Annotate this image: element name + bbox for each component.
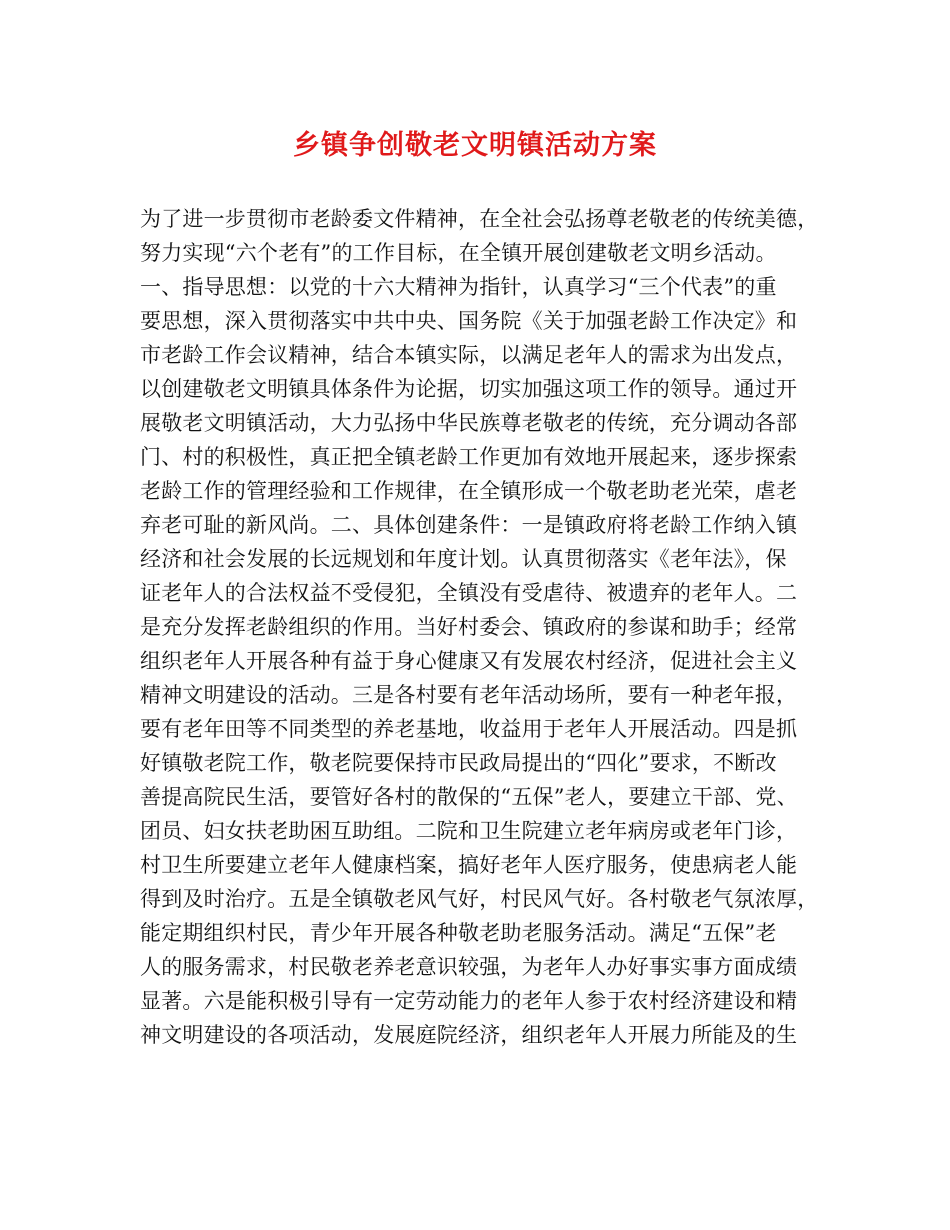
body-text-line: 能定期组织村民，青少年开展各种敬老助老服务活动。满足“五保”老 [140,921,777,945]
body-text-line: 显著。六是能积极引导有一定劳动能力的老年人参于农村经济建设和精 [140,989,798,1013]
body-text-line: 神文明建设的各项活动，发展庭院经济，组织老年人开展力所能及的生 [140,1023,798,1047]
body-text-line: 人的服务需求，村民敬老养老意识较强，为老年人办好事实事方面成绩 [140,955,798,979]
body-text-line: 是充分发挥老龄组织的作用。当好村委会、镇政府的参谋和助手；经常 [140,615,798,639]
body-text-line: 证老年人的合法权益不受侵犯，全镇没有受虐待、被遗弃的老年人。二 [140,581,798,605]
body-text-line: 好镇敬老院工作，敬老院要保持市民政局提出的“四化”要求，不断改 [140,751,777,775]
body-text-line: 要思想，深入贯彻落实中共中央、国务院《关于加强老龄工作决定》和 [140,309,798,333]
document-title: 乡镇争创敬老文明镇活动方案 [293,130,657,161]
body-text-line: 经济和社会发展的长远规划和年度计划。认真贯彻落实《老年法》，保 [140,547,787,571]
body-text-line: 一、指导思想：以党的十六大精神为指针，认真学习“三个代表”的重 [140,275,777,299]
body-text-line: 村卫生所要建立老年人健康档案，搞好老年人医疗服务，使患病老人能 [140,853,798,877]
body-text-line: 门、村的积极性，真正把全镇老龄工作更加有效地开展起来，逐步探索 [140,445,798,469]
body-text-line: 老龄工作的管理经验和工作规律，在全镇形成一个敬老助老光荣，虐老 [140,479,798,503]
body-text-line: 弃老可耻的新风尚。二、具体创建条件：一是镇政府将老龄工作纳入镇 [140,513,798,537]
body-text-line: 要有老年田等不同类型的养老基地，收益用于老年人开展活动。四是抓 [140,717,798,741]
body-text-line: 以创建敬老文明镇具体条件为论据，切实加强这项工作的领导。通过开 [140,377,798,401]
body-text-line: 善提高院民生活，要管好各村的散保的“五保”老人，要建立干部、党、 [140,785,798,809]
body-text-line: 为了进一步贯彻市老龄委文件精神，在全社会弘扬尊老敬老的传统美德， [140,207,819,231]
body-text-line: 得到及时治疗。五是全镇敬老风气好，村民风气好。各村敬老气氛浓厚， [140,887,819,911]
body-text-line: 努力实现“六个老有”的工作目标，在全镇开展创建敬老文明乡活动。 [140,241,777,265]
body-text-line: 展敬老文明镇活动，大力弘扬中华民族尊老敬老的传统，充分调动各部 [140,411,798,435]
body-text-line: 组织老年人开展各种有益于身心健康又有发展农村经济，促进社会主义 [140,649,798,673]
body-text-line: 市老龄工作会议精神，结合本镇实际，以满足老年人的需求为出发点， [140,343,798,367]
body-text-line: 团员、妇女扶老助困互助组。二院和卫生院建立老年病房或老年门诊， [140,819,798,843]
body-text-line: 精神文明建设的活动。三是各村要有老年活动场所，要有一种老年报， [140,683,798,707]
document-body [140,202,820,1052]
